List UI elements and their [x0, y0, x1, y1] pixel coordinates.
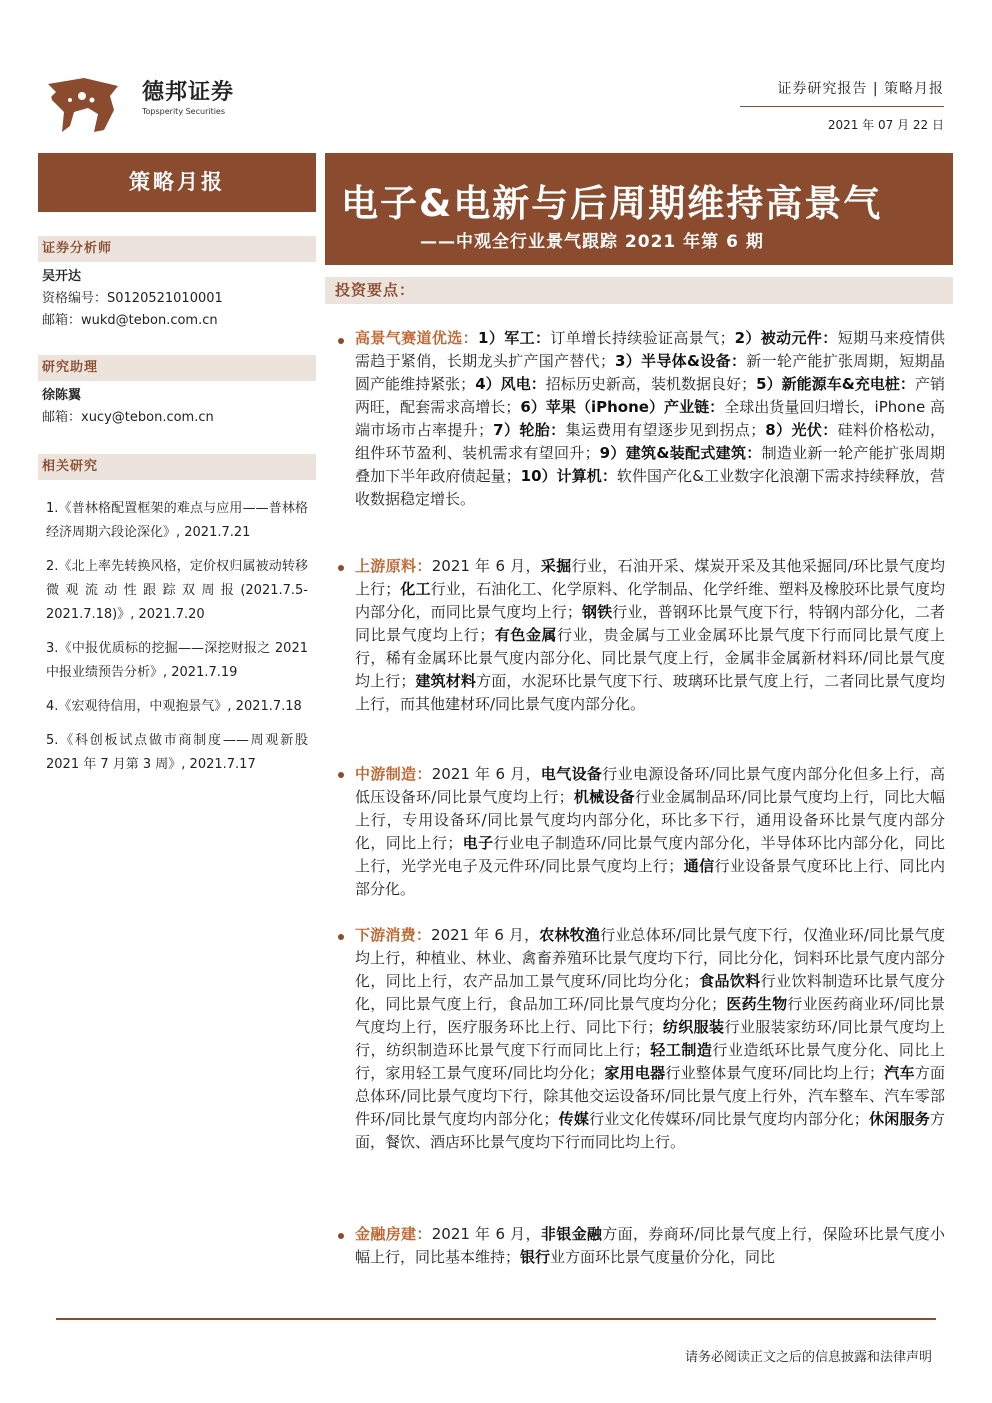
tebon-logo	[44, 70, 124, 134]
bullet-icon	[338, 772, 344, 778]
bullet-icon	[338, 338, 344, 344]
keyword: 休闲服务	[868, 1110, 930, 1128]
assistant-name: 徐陈翼	[42, 388, 82, 403]
downstream-paragraph	[355, 924, 945, 1154]
keyword: 医药生物	[726, 995, 788, 1013]
body-text: 方面，餐饮、酒店环比景气度均下行而同比均上行。	[355, 1110, 945, 1151]
body-text: 行业，石油化工、化学原料、化学制品、化学纤维、塑料及橡胶环比景气度均内部分化，而同比景气度均上行；	[355, 580, 945, 621]
related-item[interactable]: 1.《普林格配置框架的难点与应用——普林格经济周期六段论深化》, 2021.7.21	[46, 501, 308, 540]
title-banner	[325, 153, 953, 265]
keyword: 食品饮料	[698, 972, 761, 990]
brand-name-en: Topsperity Securities	[142, 107, 226, 116]
body-text: 行业，石油开采、煤炭开采及其他采掘同/环比景气度均上行；	[355, 557, 945, 598]
keyword: 汽车	[883, 1064, 915, 1082]
keyword: 农林牧渔	[539, 926, 601, 944]
keyword: 纺织服装	[662, 1018, 725, 1036]
report-type: 证券研究报告 | 策略月报	[777, 81, 944, 97]
keyword: 钢铁	[581, 603, 613, 621]
body-text: 方面，券商环/同比景气度上行，保险环比景气度小幅上行，同比基本维持；	[355, 1225, 945, 1266]
midstream-paragraph	[355, 763, 945, 901]
footer-divider	[56, 1318, 936, 1320]
section-heading: 金融房建：	[355, 1225, 432, 1243]
keyword: 有色金属	[494, 626, 558, 644]
body-text: 方面总体环/同比景气度均下行，除其他交运设备环/同比景气度上行外，汽车整车、汽车零部件环/同比景气度均内部分化；	[355, 1064, 945, 1128]
body-text: 全球出货量回归增长，iPhone 高端市场市占率提升；	[355, 398, 945, 439]
highlight-paragraph	[355, 327, 945, 511]
body-text: 软件国产化&工业数字化浪潮下需求持续释放，营收数据稳定增长。	[355, 467, 945, 508]
related-section-label: 相关研究	[38, 454, 316, 480]
keyword: 5）新能源车&充电桩：	[756, 375, 915, 393]
page-subtitle: ——中观全行业景气跟踪 2021 年第 6 期	[420, 232, 764, 252]
report-category-banner: 策略月报	[38, 153, 316, 212]
section-heading: 中游制造：	[355, 765, 432, 783]
investment-highlights-label: 投资要点：	[325, 277, 953, 304]
body-text: 行业金属制品环/同比景气度均上行，同比大幅上行，专用设备环/同比景气度均内部分化，环比多下行，通用设备环比景气度内部分化，同比上行；	[355, 788, 945, 852]
keyword: 7）轮胎：	[493, 421, 566, 439]
keyword: 建筑材料	[415, 672, 477, 690]
assistant-email: 邮箱：xucy@tebon.com.cn	[42, 410, 214, 425]
body-text: 订单增长持续验证高景气；	[550, 329, 735, 347]
body-text: 行业造纸环比景气度分化、同比上行，家用轻工景气度环/同比均分化；	[355, 1041, 945, 1082]
section-heading: 高景气赛道优选：	[355, 329, 479, 347]
body-text: 行业，贵金属与工业金属环比景气度下行而同比景气度上行，稀有金属环比景气度内部分化、同比景气度上行，金属非金属新材料环/同比景气度均上行；	[355, 626, 945, 690]
analyst-email: 邮箱：wukd@tebon.com.cn	[42, 313, 218, 328]
related-research-list	[46, 497, 308, 787]
analyst-name: 吴开达	[42, 269, 82, 284]
keyword: 6）苹果（iPhone）产业链：	[520, 398, 725, 416]
header-divider	[740, 106, 944, 107]
keyword: 传媒	[558, 1110, 590, 1128]
page-title: 电子&电新与后周期维持高景气	[341, 182, 883, 225]
analyst-cert: 资格编号：S0120521010001	[42, 291, 223, 306]
assistant-section-label: 研究助理	[38, 355, 316, 381]
keyword: 化工	[400, 580, 431, 598]
keyword: 1）军工：	[478, 329, 551, 347]
keyword: 非银金融	[540, 1225, 603, 1243]
keyword: 2）被动元件：	[734, 329, 838, 347]
keyword: 采掘	[540, 557, 572, 575]
body-text: 新一轮产能扩张周期，短期晶圆产能维持紧张；	[355, 352, 945, 393]
body-text: 行业医药商业环/同比景气度均上行，医疗服务环比上行、同比下行；	[355, 995, 945, 1036]
bullet-icon	[338, 565, 344, 571]
section-heading: 上游原料：	[355, 557, 432, 575]
body-text: 2021 年 6 月，	[431, 926, 540, 944]
body-text: 短期马来疫情供需趋于紧俏，长期龙头扩产国产替代；	[355, 329, 945, 370]
upstream-paragraph	[355, 555, 945, 716]
related-item[interactable]: 2.《北上率先转换风格，定价权归属被动转移微观流动性跟踪双周报(2021.7.5-2021.7.18)》, 2021.7.20	[46, 559, 308, 622]
body-text: 2021 年 6 月，	[431, 765, 541, 783]
keyword: 9）建筑&装配式建筑：	[599, 444, 762, 462]
body-text: 产销两旺，配套需求高增长；	[355, 375, 945, 416]
bullet-icon	[338, 1233, 344, 1239]
body-text: 招标历史新高，装机数据良好；	[545, 375, 757, 393]
bullet-icon	[338, 934, 344, 940]
keyword: 银行	[520, 1248, 551, 1266]
body-text: 硅料价格松动，组件环节盈利、装机需求有望回升；	[355, 421, 946, 462]
body-text: 行业饮料制造环比景气度分化，同比景气度上行，食品加工环/同比景气度均分化；	[355, 972, 945, 1013]
keyword: 8）光伏：	[765, 421, 838, 439]
related-item[interactable]: 3.《中报优质标的挖掘——深挖财报之 2021 中报业绩预告分析》, 2021.7.19	[46, 641, 308, 680]
analyst-section-label: 证券分析师	[38, 236, 316, 262]
finance-paragraph	[355, 1223, 945, 1269]
report-date: 2021 年 07 月 22 日	[827, 118, 944, 132]
body-text: 行业电源设备环/同比景气度内部分化但多上行，高低压设备环/同比景气度均上行；	[355, 765, 945, 806]
disclaimer-link[interactable]: 请务必阅读正文之后的信息披露和法律声明	[684, 1350, 932, 1365]
keyword: 4）风电：	[475, 375, 546, 393]
body-text: 制造业新一轮产能扩张周期叠加下半年政府债起量；	[355, 444, 945, 485]
brand-name-cn: 德邦证券	[142, 80, 235, 105]
body-text: 集运费用有望逐步见到拐点；	[565, 421, 766, 439]
body-text: 2021 年 6 月，	[431, 1225, 541, 1243]
body-text: 行业整体景气度环/同比均上行；	[665, 1064, 884, 1082]
body-text: 行业总体环/同比景气度下行，仅渔业环/同比景气度均上行，种植业、林业、禽畜养殖环比景气度均下行，同比分化，饲料环比景气度内部分化，同比上行，农产品加工景气度环/同比均分化；	[355, 926, 945, 990]
body-text: 2021 年 6 月，	[431, 557, 541, 575]
keyword: 电子	[462, 834, 494, 852]
related-item[interactable]: 5.《科创板试点做市商制度——周观新股 2021 年 7 月第 3 周》, 2021.7.17	[46, 733, 308, 772]
body-text: 行业文化传媒环/同比景气度均内部分化；	[589, 1110, 869, 1128]
body-text: 业方面环比景气度量价分化，同比	[550, 1248, 776, 1266]
keyword: 通信	[683, 857, 715, 875]
brand	[142, 80, 234, 117]
body-text: 行业，普钢环比景气度下行，特钢内部分化，二者同比景气度均上行；	[355, 603, 945, 644]
related-item[interactable]: 4.《宏观待信用，中观抱景气》, 2021.7.18	[46, 699, 302, 714]
keyword: 家用电器	[604, 1064, 666, 1082]
body-text: 方面，水泥环比景气度下行、玻璃环比景气度上行，二者同比景气度均上行，而其他建材环/同比景气度内部分化。	[355, 672, 945, 713]
keyword: 机械设备	[573, 788, 635, 806]
keyword: 10）计算机：	[520, 467, 617, 485]
section-heading: 下游消费：	[355, 926, 432, 944]
body-text: 行业电子制造环/同比景气度内部分化，半导体环比内部分化，同比上行，光学光电子及元件环/同比景气度均上行；	[355, 834, 945, 875]
body-text: 行业设备景气度环比上行、同比内部分化。	[355, 857, 945, 898]
body-text: 行业服装家纺环/同比景气度均上行，纺织制造环比景气度下行而同比上行；	[355, 1018, 945, 1059]
keyword: 电气设备	[540, 765, 603, 783]
keyword: 轻工制造	[649, 1041, 713, 1059]
keyword: 3）半导体&设备：	[614, 352, 747, 370]
